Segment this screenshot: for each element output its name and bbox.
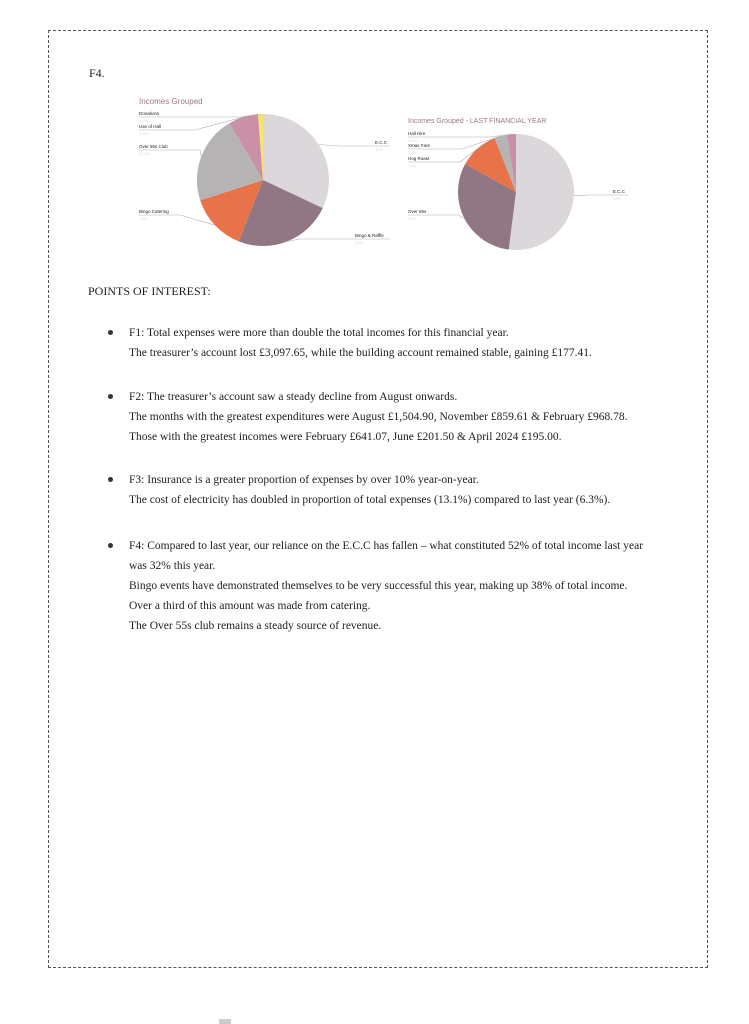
chart-2-title: Incomes Grouped - LAST FINANCIAL YEAR: [408, 118, 547, 125]
slice-value: 32%: [375, 147, 384, 152]
slice-label: E.C.C: [375, 140, 388, 145]
chart-1-title: Incomes Grouped: [139, 97, 203, 106]
slice-label: E.C.C: [613, 189, 626, 194]
point-line: F2: The treasurer’s account saw a steady decline from August onwards.: [129, 391, 458, 403]
slice-value: 7.3%: [139, 131, 149, 136]
slice-label: Over 55s: [408, 209, 427, 214]
slice-value: 14%: [139, 216, 148, 221]
points-heading: POINTS OF INTEREST:: [88, 284, 211, 298]
point-line: F4: Compared to last year, our reliance on the E.C.C has fallen – what constituted 52% of total income last year was 32% this year.: [129, 540, 644, 572]
slice-value: 3.5%: [408, 150, 418, 155]
slice-label: Over 55s Club: [139, 144, 168, 149]
bullet-icon: [108, 543, 113, 548]
point-line: F3: Insurance is a greater proportion of expenses by over 10% year-on-year.: [129, 474, 479, 486]
slice-label: Donations: [139, 111, 160, 116]
slice-label: Xmas Fare: [408, 143, 431, 148]
slice-label: Hall Hire: [408, 131, 426, 136]
slice-value: 1.2%: [139, 118, 149, 123]
point-line: Those with the greatest incomes were February £641.07, June £201.50 & April 2024 £195.00.: [129, 431, 562, 443]
slice-value: 31%: [408, 216, 417, 221]
slice-value: 24%: [355, 240, 364, 245]
slice-value: 2.5%: [408, 138, 418, 143]
slice-label: Bingo Catering: [139, 209, 169, 214]
point-line: The months with the greatest expenditures were August £1,504.90, November £859.61 & February £968.78.: [129, 411, 628, 423]
point-f4: [108, 536, 668, 636]
page-footer-mark: [219, 1019, 231, 1024]
bullet-icon: [108, 330, 113, 335]
slice-label: Hog Roast: [408, 156, 430, 161]
point-line: Bingo events have demonstrated themselves to be very successful this year, making up 38% of total income.: [129, 580, 628, 592]
point-line: F1: Total expenses were more than double the total incomes for this financial year.: [129, 327, 509, 339]
point-line: Over a third of this amount was made from catering.: [129, 600, 371, 612]
section-label: F4.: [89, 66, 105, 80]
leader-line: [408, 215, 464, 218]
slice-value: 11%: [408, 163, 416, 168]
slice-label: Use of Hall: [139, 124, 162, 129]
slice-value: 21.5%: [139, 151, 151, 156]
point-line: The Over 55s club remains a steady source of revenue.: [129, 620, 382, 632]
point-line: The cost of electricity has doubled in proportion of total expenses (13.1%) compared to last year (6.3%).: [129, 494, 611, 506]
slice-label: Bingo & Raffle: [355, 233, 384, 238]
point-line: The treasurer’s account lost £3,097.65, while the building account remained stable, gaining £177.41.: [129, 347, 592, 359]
point-f2: [108, 387, 668, 447]
bullet-icon: [108, 477, 113, 482]
slice-value: 52%: [613, 196, 622, 201]
point-f1: [108, 323, 668, 363]
point-f3: [108, 470, 668, 510]
chart-2-pie: [0, 0, 749, 300]
pie-slice-e-c-c: [509, 134, 574, 250]
bullet-icon: [108, 394, 113, 399]
